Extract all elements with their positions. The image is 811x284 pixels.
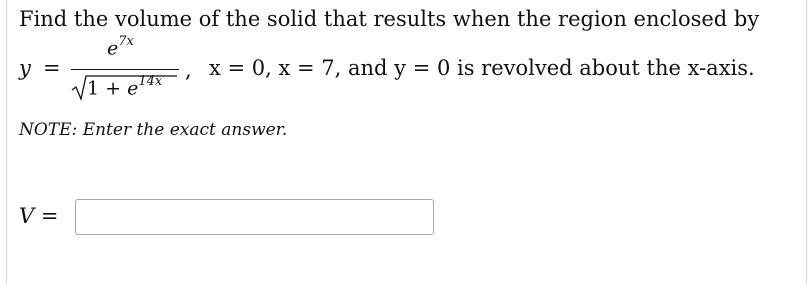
fraction-denominator <box>71 74 181 102</box>
question-prompt: Find the volume of the solid that results when the region enclosed by <box>19 7 760 31</box>
formula-comma: , <box>185 58 192 82</box>
note-text: NOTE: Enter the exact answer. <box>19 120 288 140</box>
denominator-prefix: 1 + <box>87 77 122 100</box>
formula-rest-part1: x = 0, x = 7, and <box>209 56 395 80</box>
formula-equals: = <box>43 56 61 80</box>
formula-rest <box>209 56 755 80</box>
numerator-base: e <box>107 37 119 60</box>
formula-variable: y <box>19 56 31 80</box>
formula-line <box>19 36 804 106</box>
fraction-bar <box>71 69 179 70</box>
answer-variable: V <box>19 204 35 228</box>
denominator-text <box>87 76 162 99</box>
fraction-numerator <box>107 36 134 59</box>
fraction <box>71 36 181 106</box>
answer-input[interactable] <box>75 199 434 235</box>
denominator-base: e <box>127 77 139 100</box>
question-panel <box>6 0 807 284</box>
formula-rest-part2: y = 0 is revolved about the x-axis. <box>394 56 755 80</box>
answer-equals: = <box>40 204 59 228</box>
numerator-exponent: 7x <box>118 34 134 49</box>
answer-label <box>19 204 58 228</box>
denominator-exponent: 14x <box>138 74 163 89</box>
